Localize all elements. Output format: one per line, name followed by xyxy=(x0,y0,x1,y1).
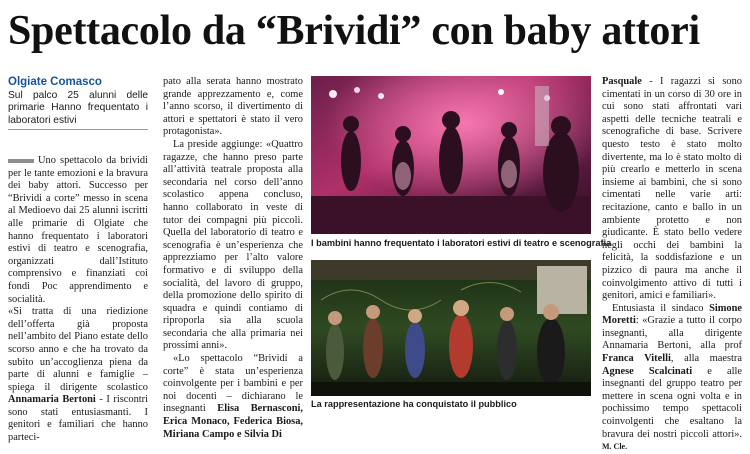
prof-name: Franca Vitelli xyxy=(602,353,671,365)
lead-marker xyxy=(8,159,34,163)
photo-performance xyxy=(311,260,591,396)
paragraph: Entusiasta il sindaco Simone Moretti: «Grazie a tutto il corpo insegnanti, alla dirigente Annamaria Bertoni, alla prof Franca Vitelli, alla maestra Agnese Scalcinati e alle insegnanti del gruppo teatro per mettere in scena ogni volta e in pochissimo tempo spettacoli coinvolgenti che esaltano la bravura dei nostri piccoli attori». M. Cle. xyxy=(602,302,742,452)
person-names: Elisa Bernasconi, Erica Monaco, Federica Biosa, Miriana Campo e Silvia Di xyxy=(163,403,303,440)
paragraph: pato alla serata hanno mostrato grande apprezzamento e, come l’anno scorso, il divertimento di attori e spettatori è stato il vero protagonista». xyxy=(163,76,303,138)
author-initials: M. Cle. xyxy=(602,442,628,452)
divider-rule xyxy=(8,129,148,130)
mayor-name: Simone Moretti xyxy=(602,302,742,327)
subhead: Sul palco 25 alunni delle primarie Hanno frequentato i laboratori estivi xyxy=(8,90,148,126)
stage-photo-illustration xyxy=(311,76,591,234)
kicker-location: Olgiate Comasco xyxy=(8,76,102,88)
paragraph: «Si tratta di una riedizione dell’offerta già proposta nell’ambito del Piano estate dello scorso anno e che ha trovato da subito un’accoglienza piena da parte di alunni e famiglie – spiega il dirigente scolastico Annamaria Bertoni - I riscontri sono stati entusiasmanti. I genitori e familiari che hanno parteci- xyxy=(8,306,149,444)
person-name: Annamaria Bertoni xyxy=(8,394,96,406)
photo-caption-bottom: La rappresentazione ha conquistato il pubblico xyxy=(311,399,517,409)
paragraph: Pasquale - I ragazzi si sono cimentati in un corso di 30 ore in cui sono stati affrontati vari aspetti delle tecniche teatrali e scenografiche di base. Scrivere questo testo è stato molto divertente, ma lo è stato molto di più crearlo e metterlo in scena insieme ai bambini, che si sono cimentati nelle varie arti: recitazione, canto e ballo in un ambiente protetto e non giudicante. È stato bello vedere negli occhi dei bambini la felicità, la soddisfazione e un pizzico di paura ma anche il coinvolgimento attivo di tutti i genitori, amici e familiari». xyxy=(602,76,742,302)
column-2 xyxy=(163,76,303,441)
photo-children-on-stage xyxy=(311,76,591,234)
column-1-body xyxy=(8,155,148,445)
teacher-name: Agnese Scalcinati xyxy=(602,365,693,377)
person-name: Pasquale xyxy=(602,76,642,87)
performance-photo-illustration xyxy=(311,260,591,396)
lead-paragraph: Uno spettacolo da brividi per le tante emozioni e la bravura dei baby attori. Successo per “Brividi a corte” messo in scena al Medioevo dai 25 alunni iscritti alle primarie di Olgiate che hanno frequentato i laboratori estivi di teatro e scenografia, organizzati dall’Istituto comprensivo e finanziati coi fondi Poc apprendimento e socialità. xyxy=(8,155,148,305)
headline: Spettacolo da “Brividi” con baby attori xyxy=(8,8,700,54)
column-1 xyxy=(8,76,148,127)
paragraph: La preside aggiunge: «Quattro ragazze, che hanno preso parte all’attività teatrale proposta alla secondaria nel corso dell’anno scolastico appena concluso, hanno collaborato in veste di tutor dei compagni più piccoli. Quella del laboratorio di teatro e scenografia è un’esperienza che apprezziamo per l’alto valore formativo e di sviluppo della socialità, del lavoro di gruppo, della promozione dello spirito di squadra e quindi contiamo di riproporla sia alla scuola secondaria che alla primaria nei prossimi anni». xyxy=(163,138,303,352)
column-3 xyxy=(602,76,742,454)
paragraph: «Lo spettacolo “Brividi a corte” è stata un’esperienza coinvolgente per i bambini e per noi docenti – dichiarano le insegnanti Elisa Bernasconi, Erica Monaco, Federica Biosa, Miriana Campo e Silvia Di xyxy=(163,353,303,440)
photo-caption-top: I bambini hanno frequentato i laboratori estivi di teatro e scenografia xyxy=(311,238,612,248)
